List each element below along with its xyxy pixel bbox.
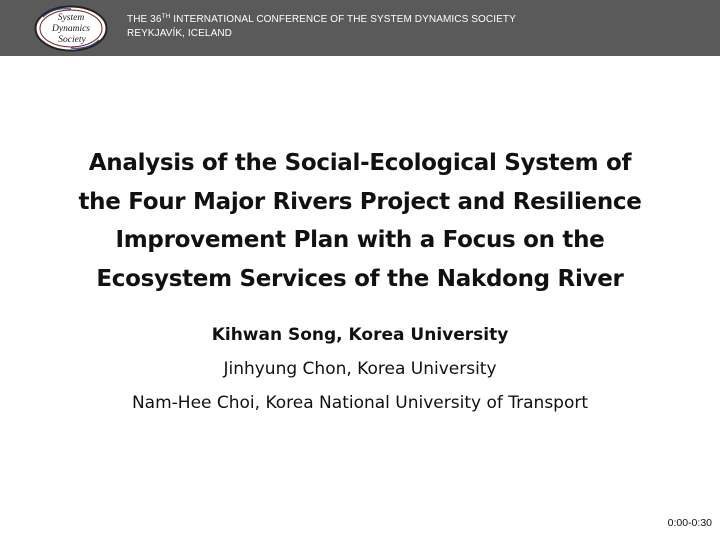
title-line: Analysis of the Social-Ecological System of [88,150,632,176]
slide-title [30,144,690,298]
title-line: Improvement Plan with a Focus on the [115,227,605,253]
conference-info [127,13,516,41]
timecode: 0:00-0:30 [667,517,712,529]
conference-location: REYKJAVÍK, ICELAND [127,28,232,39]
co-author: Nam-Hee Choi, Korea National University of Transport [131,393,589,413]
co-author: Jinhyung Chon, Korea University [223,359,497,379]
title-line: Ecosystem Services of the Nakdong River [96,265,624,292]
ordinal-superscript: TH [161,13,171,20]
system-dynamics-society-logo [34,5,108,52]
header-bar [0,0,720,56]
presenting-author: Kihwan Song, Korea University [211,325,509,345]
logo-line-2: Dynamics [52,24,90,34]
title-line: the Four Major Rivers Project and Resilience [78,188,642,215]
logo-line-1: System [57,13,85,23]
conference-name: THE 36TH INTERNATIONAL CONFERENCE OF THE SYSTEM DYNAMICS SOCIETY [127,13,516,25]
logo-line-3: Society [58,35,86,45]
author-list [30,318,690,420]
